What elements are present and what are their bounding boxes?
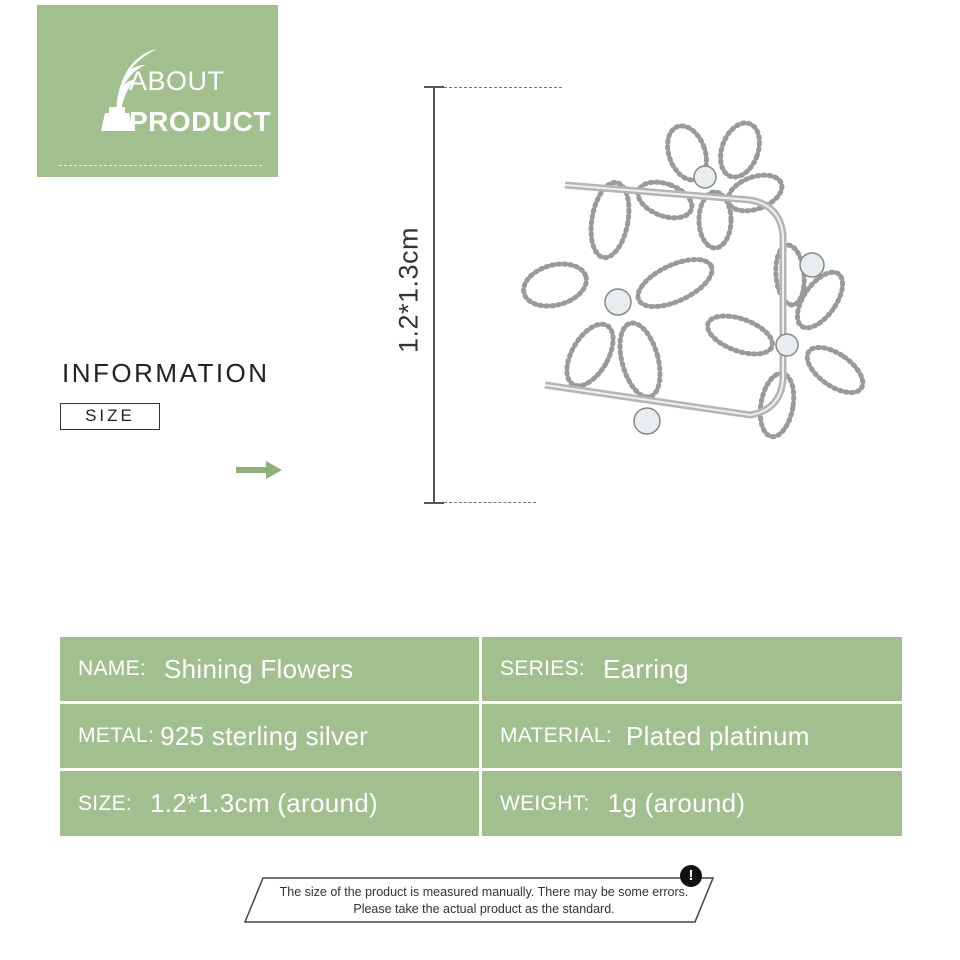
spec-key: WEIGHT: (500, 791, 590, 815)
spec-value: Earring (602, 653, 689, 684)
spec-value: Plated platinum (626, 720, 810, 751)
information-heading: INFORMATION (62, 358, 270, 388)
spec-cell-size (60, 771, 479, 836)
spec-value: 1g (around) (607, 788, 746, 818)
exclamation-icon: ! (680, 865, 702, 887)
note-line-1: The size of the product is measured manually. There may be some errors. (279, 885, 689, 899)
spec-key: METAL: (78, 724, 155, 747)
spec-value: 925 sterling silver (160, 720, 369, 751)
divider (59, 165, 262, 166)
note-frame (243, 876, 715, 924)
spec-value: 1.2*1.3cm (around) (150, 788, 378, 818)
product-image (515, 115, 885, 505)
about-title: ABOUT (129, 66, 225, 96)
dimension-guide-top (444, 87, 562, 88)
spec-table (60, 637, 902, 836)
spec-key: SIZE: (78, 791, 133, 815)
note-line-2: Please take the actual product as the standard. (353, 902, 615, 916)
spec-cell-weight (482, 771, 902, 836)
spec-key: SERIES: (500, 657, 585, 680)
about-product-banner (37, 5, 278, 177)
dimension-label: 1.2*1.3cm (393, 226, 424, 354)
spec-cell-material (482, 704, 902, 768)
dimension-tick-top (424, 86, 444, 88)
spec-key: MATERIAL: (500, 724, 612, 747)
spec-value: Shining Flowers (164, 653, 354, 684)
spec-cell-series (482, 637, 902, 701)
spec-cell-name (60, 637, 479, 701)
product-title: PRODUCT (129, 106, 271, 137)
size-badge: SIZE (60, 403, 160, 430)
dimension-line (433, 87, 435, 504)
spec-key: NAME: (78, 657, 147, 680)
dimension-tick-bottom (424, 502, 444, 504)
spec-cell-metal (60, 704, 479, 768)
arrow-right-icon (236, 460, 282, 480)
